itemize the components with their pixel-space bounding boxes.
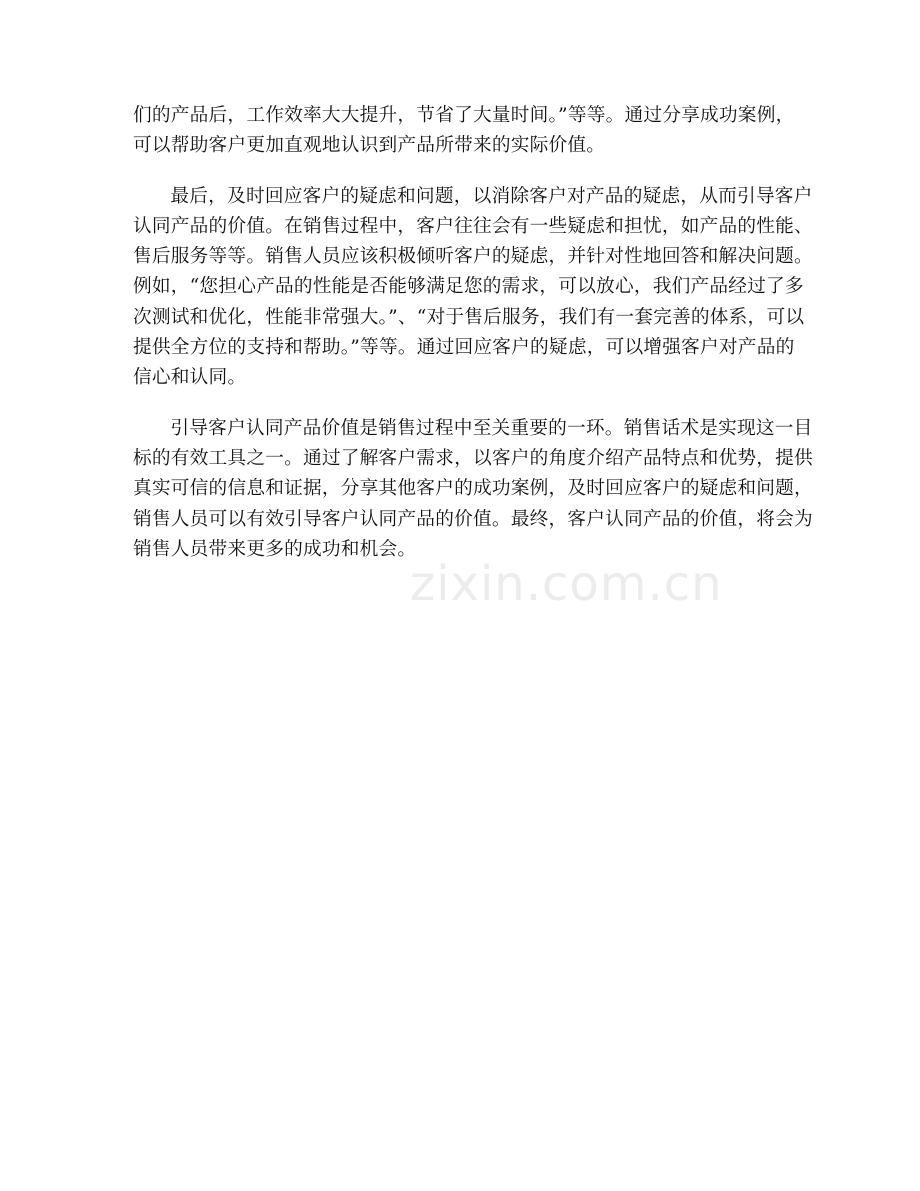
text-line: 真实可信的信息和证据，分享其他客户的成功案例，及时回应客户的疑虑和问题， xyxy=(133,478,813,500)
text-line: 们的产品后，工作效率大大提升，节省了大量时间。”等等。通过分享成功案例， xyxy=(133,105,795,126)
text-line: 售后服务等等。销售人员应该积极倾听客户的疑虑，并针对性地回答和解决问题。 xyxy=(133,246,813,268)
paragraph-1 xyxy=(133,101,795,162)
text-line: 标的有效工具之一。通过了解客户需求，以客户的角度介绍产品特点和优势，提供 xyxy=(133,447,813,469)
text-line: 销售人员带来更多的成功和机会。 xyxy=(133,538,417,560)
text-line: 信心和认同。 xyxy=(133,367,247,389)
paragraph-3 xyxy=(133,414,813,565)
text-line: 认同产品的价值。在销售过程中，客户往往会有一些疑虑和担忧，如产品的性能、 xyxy=(133,215,813,237)
watermark: zixin.com.cn xyxy=(410,556,723,612)
paragraph-2 xyxy=(133,182,813,394)
text-line: 最后，及时回应客户的疑虑和问题，以消除客户对产品的疑虑，从而引导客户 xyxy=(170,185,813,207)
text-line: 次测试和优化，性能非常强大。”、“对于售后服务，我们有一套完善的体系，可以 xyxy=(133,306,805,328)
text-line: 提供全方位的支持和帮助。”等等。通过回应客户的疑虑，可以增强客户对产品的 xyxy=(133,337,795,359)
document-body xyxy=(133,101,813,585)
text-line: 可以帮助客户更加直观地认识到产品所带来的实际价值。 xyxy=(133,135,606,157)
text-line: 销售人员可以有效引导客户认同产品的价值。最终，客户认同产品的价值，将会为 xyxy=(133,508,813,530)
text-line: 例如，“您担心产品的性能是否能够满足您的需求，可以放心，我们产品经过了多 xyxy=(133,276,804,298)
text-line: 引导客户认同产品价值是销售过程中至关重要的一环。销售话术是实现这一目 xyxy=(170,417,813,439)
